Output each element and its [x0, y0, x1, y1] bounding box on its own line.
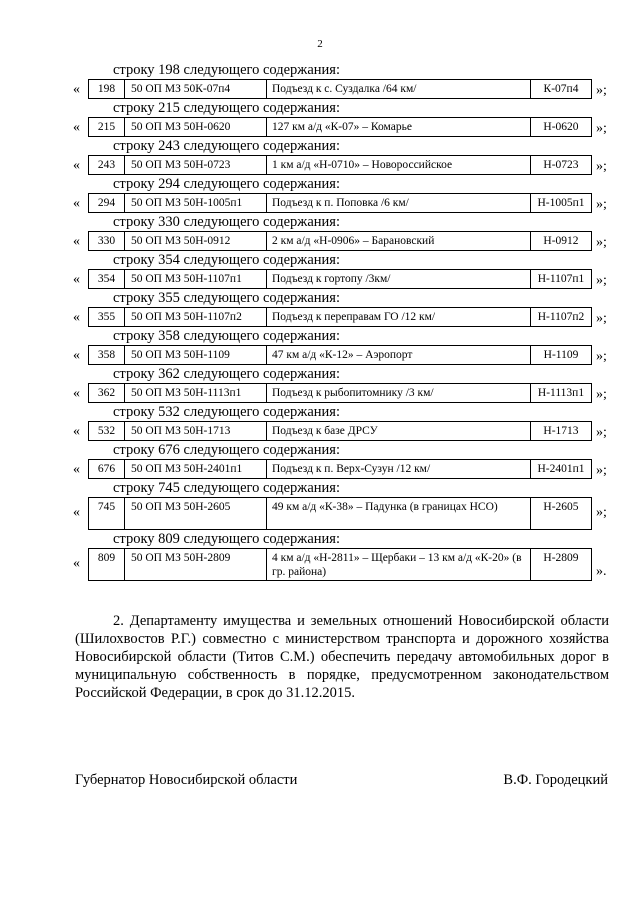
- open-quote: «: [73, 424, 80, 439]
- entry-row-355: [0, 289, 640, 327]
- road-code: 50 ОП МЗ 50Н-1713: [125, 422, 267, 440]
- entry-intro: строку 532 следующего содержания:: [113, 404, 340, 420]
- road-code: 50 ОП МЗ 50Н-0620: [125, 118, 267, 136]
- road-name: 2 км а/д «Н-0906» – Барановский: [267, 232, 531, 250]
- entry-row-215: [0, 99, 640, 137]
- entry-intro: строку 198 следующего содержания:: [113, 62, 340, 78]
- entry-intro: строку 809 следующего содержания:: [113, 531, 340, 547]
- close-quote: »;: [596, 121, 607, 136]
- entry-row-294: [0, 175, 640, 213]
- entry-intro: строку 355 следующего содержания:: [113, 290, 340, 306]
- road-table-row: [88, 193, 592, 213]
- road-code: 50 ОП МЗ 50Н-0723: [125, 156, 267, 174]
- open-quote: «: [73, 234, 80, 249]
- close-quote: »;: [596, 425, 607, 440]
- road-short-code: Н-2401п1: [537, 463, 585, 475]
- row-number: 676: [89, 460, 125, 478]
- entry-intro: строку 745 следующего содержания:: [113, 480, 340, 496]
- road-short-code: Н-1109: [543, 349, 579, 361]
- close-quote: »;: [596, 387, 607, 402]
- close-quote: »;: [596, 311, 607, 326]
- close-quote: »;: [596, 83, 607, 98]
- road-name: Подъезд к переправам ГО /12 км/: [267, 308, 531, 326]
- open-quote: «: [73, 462, 80, 477]
- road-name: Подъезд к рыбопитомнику /3 км/: [267, 384, 531, 402]
- row-number: 809: [89, 549, 125, 580]
- entry-row-676: [0, 441, 640, 479]
- road-table-row: [88, 459, 592, 479]
- row-number: 354: [89, 270, 125, 288]
- row-number: 198: [89, 80, 125, 98]
- close-quote: »;: [596, 273, 607, 288]
- road-name: Подъезд к гортопу /3км/: [267, 270, 531, 288]
- row-number: 243: [89, 156, 125, 174]
- entry-row-243: [0, 137, 640, 175]
- close-quote: »;: [596, 235, 607, 250]
- road-table-row: [88, 421, 592, 441]
- road-short-code: Н-1107п2: [537, 311, 585, 323]
- entry-intro: строку 354 следующего содержания:: [113, 252, 340, 268]
- road-name: 47 км а/д «К-12» – Аэропорт: [267, 346, 531, 364]
- road-short-code: Н-0620: [543, 121, 579, 133]
- road-code: 50 ОП МЗ 50Н-1107п1: [125, 270, 267, 288]
- road-short-code: К-07п4: [543, 83, 579, 95]
- entry-row-198: [0, 61, 640, 99]
- road-code: 50 ОП МЗ 50Н-0912: [125, 232, 267, 250]
- road-short-code: Н-1005п1: [537, 197, 585, 209]
- road-name: Подъезд к базе ДРСУ: [267, 422, 531, 440]
- row-number: 294: [89, 194, 125, 212]
- entry-intro: строку 330 следующего содержания:: [113, 214, 340, 230]
- road-short-code: Н-2809: [543, 552, 579, 564]
- road-short-code: Н-2605: [543, 501, 579, 513]
- road-name: Подъезд к п. Поповка /6 км/: [267, 194, 531, 212]
- row-number: 362: [89, 384, 125, 402]
- road-table-row: [88, 307, 592, 327]
- road-table-row: [88, 345, 592, 365]
- road-table-row: [88, 383, 592, 403]
- open-quote: «: [73, 196, 80, 211]
- open-quote: «: [73, 310, 80, 325]
- road-table-row: [88, 155, 592, 175]
- road-short-code: Н-0912: [543, 235, 579, 247]
- page-number: 2: [317, 38, 323, 50]
- entry-row-330: [0, 213, 640, 251]
- road-table-row: [88, 269, 592, 289]
- entry-row-532: [0, 403, 640, 441]
- entry-row-809: [0, 530, 640, 581]
- row-number: 215: [89, 118, 125, 136]
- close-quote: »;: [596, 505, 607, 520]
- entry-row-745: [0, 479, 640, 530]
- road-name: Подъезд к с. Суздалка /64 км/: [267, 80, 531, 98]
- entry-intro: строку 676 следующего содержания:: [113, 442, 340, 458]
- road-code: 50 ОП МЗ 50Н-1109: [125, 346, 267, 364]
- entry-row-354: [0, 251, 640, 289]
- road-name: 4 км а/д «Н-2811» – Щербаки – 13 км а/д «К-20» (в гр. района): [267, 549, 531, 580]
- road-code: 50 ОП МЗ 50Н-2809: [125, 549, 267, 580]
- road-short-code: Н-0723: [543, 159, 579, 171]
- road-code: 50 ОП МЗ 50Н-1113п1: [125, 384, 267, 402]
- close-quote: »;: [596, 349, 607, 364]
- road-name: 1 км а/д «Н-0710» – Новороссийское: [267, 156, 531, 174]
- road-code: 50 ОП МЗ 50К-07п4: [125, 80, 267, 98]
- close-quote: »;: [596, 197, 607, 212]
- road-name: Подъезд к п. Верх-Сузун /12 км/: [267, 460, 531, 478]
- close-quote: »;: [596, 463, 607, 478]
- road-name: 127 км а/д «К-07» – Комарье: [267, 118, 531, 136]
- open-quote: «: [73, 120, 80, 135]
- open-quote: «: [73, 82, 80, 97]
- row-number: 355: [89, 308, 125, 326]
- open-quote: «: [73, 158, 80, 173]
- entry-intro: строку 362 следующего содержания:: [113, 366, 340, 382]
- row-number: 330: [89, 232, 125, 250]
- entry-row-362: [0, 365, 640, 403]
- road-table-row: [88, 497, 592, 530]
- close-quote: »;: [596, 159, 607, 174]
- entry-intro: строку 294 следующего содержания:: [113, 176, 340, 192]
- entry-intro: строку 243 следующего содержания:: [113, 138, 340, 154]
- road-name: 49 км а/д «К-38» – Падунка (в границах НСО): [267, 498, 531, 529]
- road-table-row: [88, 117, 592, 137]
- row-number: 358: [89, 346, 125, 364]
- road-short-code: Н-1713: [543, 425, 579, 437]
- close-quote: ».: [596, 564, 607, 579]
- road-short-code: Н-1107п1: [537, 273, 585, 285]
- road-code: 50 ОП МЗ 50Н-2401п1: [125, 460, 267, 478]
- road-table-row: [88, 548, 592, 581]
- open-quote: «: [73, 386, 80, 401]
- road-short-code: Н-1113п1: [537, 387, 585, 399]
- entries-list: [0, 61, 640, 581]
- road-table-row: [88, 79, 592, 99]
- open-quote: «: [73, 505, 80, 520]
- open-quote: «: [73, 348, 80, 363]
- road-code: 50 ОП МЗ 50Н-1107п2: [125, 308, 267, 326]
- road-table-row: [88, 231, 592, 251]
- entry-intro: строку 358 следующего содержания:: [113, 328, 340, 344]
- entry-row-358: [0, 327, 640, 365]
- entry-intro: строку 215 следующего содержания:: [113, 100, 340, 116]
- open-quote: «: [73, 556, 80, 571]
- instruction-paragraph: 2. Департаменту имущества и земельных отношений Новосибирской области (Шилохвостов Р.Г.) совместно с министерством транспорта и дорожного хозяйства Новосибирской области (Титов С.М.) обеспечить передачу автомобильных дорог в муниципальную собственность в порядке, предусмотренном законодательством Российской Федерации, в срок до 31.12.2015.: [75, 613, 609, 701]
- row-number: 532: [89, 422, 125, 440]
- road-code: 50 ОП МЗ 50Н-2605: [125, 498, 267, 529]
- signature-name: В.Ф. Городецкий: [503, 772, 608, 788]
- open-quote: «: [73, 272, 80, 287]
- road-code: 50 ОП МЗ 50Н-1005п1: [125, 194, 267, 212]
- signature-position: Губернатор Новосибирской области: [75, 772, 298, 788]
- row-number: 745: [89, 498, 125, 529]
